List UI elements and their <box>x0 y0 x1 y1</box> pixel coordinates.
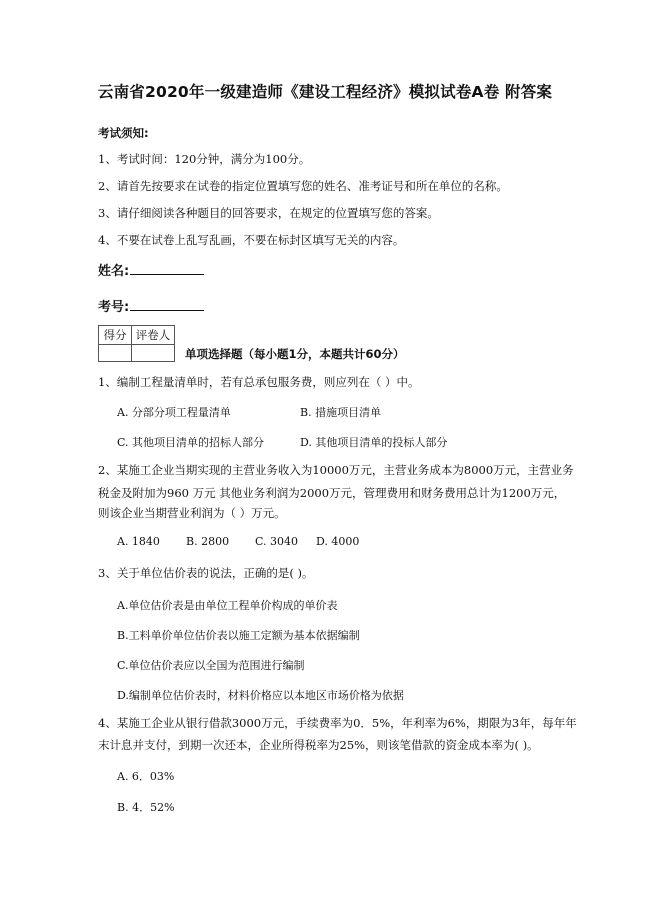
score-cell <box>99 345 132 362</box>
question-text: 4、某施工企业从银行借款3000万元，手续费率为0．5%，年利率为6%，期限为3年，每年年 <box>98 716 577 730</box>
question-text: 税金及附加为960 万元 其他业务利润为2000万元，管理费用和财务费用总计为1200万元， <box>98 486 566 500</box>
option-b[interactable]: B.工料单价单位估价表以施工定额为基本依据编制 <box>117 629 360 642</box>
option-a[interactable]: A. 6．03% <box>117 770 175 783</box>
option-c[interactable]: C. 其他项目清单的招标人部分 <box>117 436 265 449</box>
page-title: 云南省2020年一级建造师《建设工程经济》模拟试卷A卷 附答案 <box>97 83 553 101</box>
name-field[interactable] <box>98 262 204 279</box>
option-d[interactable]: D.编制单位估价表时，材料价格应以本地区市场价格为依据 <box>117 689 404 702</box>
option-c[interactable]: C. 3040 <box>255 535 299 548</box>
question-text: 3、关于单位估价表的说法，正确的是( )。 <box>98 566 314 580</box>
name-underline[interactable] <box>130 262 204 275</box>
notice-item: 2、请首先按要求在试卷的指定位置填写您的姓名、准考证号和所在单位的名称。 <box>98 179 508 193</box>
notice-item: 3、请仔细阅读各种题目的回答要求，在规定的位置填写您的答案。 <box>98 206 439 220</box>
section-title: 单项选择题（每小题1分，本题共计60分） <box>185 347 405 361</box>
name-label: 姓名: <box>98 264 130 279</box>
option-c[interactable]: C.单位估价表应以全国为范围进行编制 <box>117 659 305 672</box>
option-a[interactable]: A.单位估价表是由单位工程单价构成的单价表 <box>117 599 338 612</box>
option-b[interactable]: B. 措施项目清单 <box>300 406 382 419</box>
option-a[interactable]: A. 1840 <box>117 535 160 548</box>
id-underline[interactable] <box>130 298 204 311</box>
option-d[interactable]: D. 4000 <box>316 535 360 548</box>
notice-item: 4、不要在试卷上乱写乱画，不要在标封区填写无关的内容。 <box>98 233 405 247</box>
question-text: 1、编制工程量清单时，若有总承包服务费，则应列在（ ）中。 <box>98 375 420 389</box>
option-b[interactable]: B. 4．52% <box>117 801 175 814</box>
id-label: 考号: <box>98 300 130 315</box>
score-table <box>98 325 175 362</box>
question-text: 2、某施工企业当期实现的主营业务收入为10000万元，主营业务成本为8000万元，主营业务 <box>98 463 574 477</box>
option-a[interactable]: A. 分部分项工程量清单 <box>117 406 231 419</box>
grader-header: 评卷人 <box>132 326 175 345</box>
option-d[interactable]: D. 其他项目清单的投标人部分 <box>300 436 448 449</box>
id-field[interactable] <box>98 298 204 315</box>
notice-heading: 考试须知: <box>98 126 149 140</box>
grader-cell <box>132 345 175 362</box>
question-text: 末计息并支付，到期一次还本，企业所得税率为25%，则该笔借款的资金成本率为( )。 <box>98 738 539 752</box>
option-b[interactable]: B. 2800 <box>186 535 230 548</box>
notice-item: 1、考试时间：120分钟，满分为100分。 <box>98 152 311 166</box>
question-text: 则该企业当期营业利润为（ ）万元。 <box>98 506 286 520</box>
score-header: 得分 <box>99 326 132 345</box>
